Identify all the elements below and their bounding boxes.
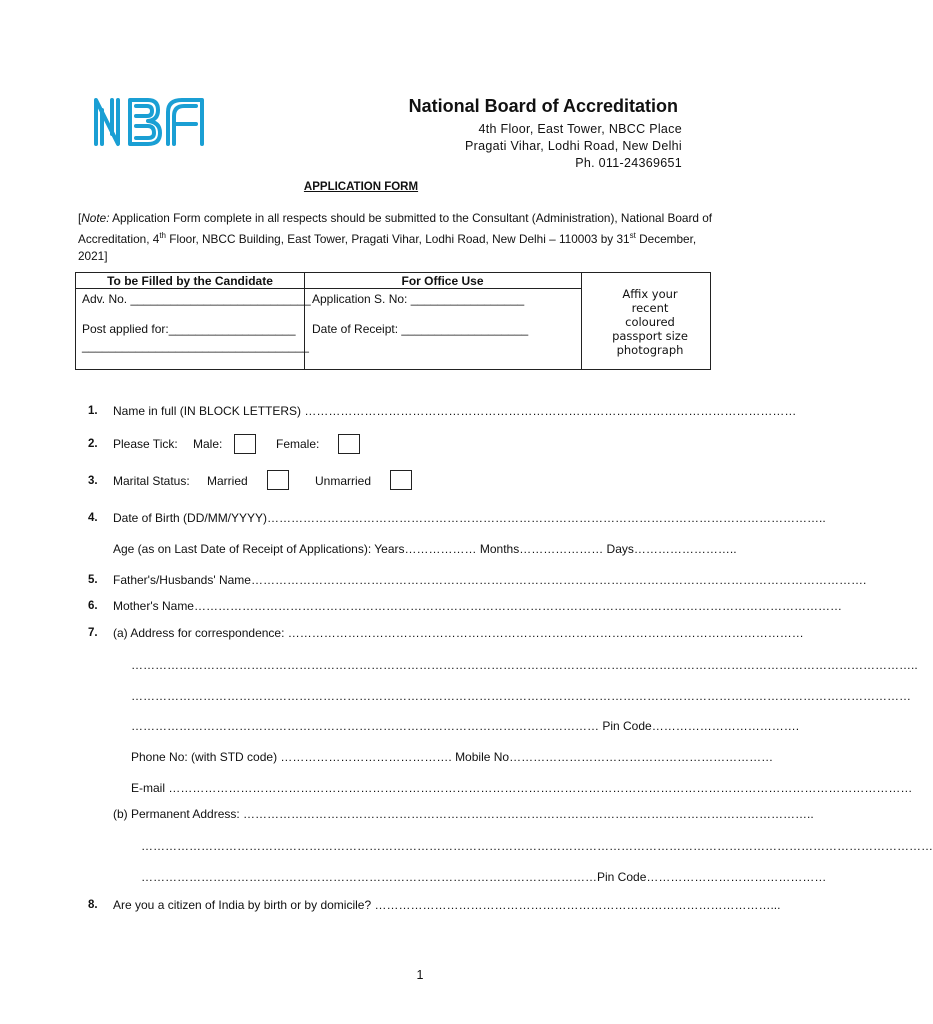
dob-field[interactable]: Date of Birth (DD/MM/YYYY)………………………………………………………………………………………………………………………….. — [113, 511, 826, 525]
office-header: For Office Use — [401, 274, 484, 288]
photo-text-line: coloured — [625, 315, 675, 329]
item-number-4: 4. — [88, 512, 98, 524]
permanent-address-line-1[interactable]: ……………………………………………………………………………………………………………………………………………………………………………… — [141, 839, 933, 853]
female-checkbox[interactable] — [338, 434, 360, 454]
photo-text-line: Affix your — [622, 287, 678, 301]
note-sup-1: th — [159, 231, 166, 240]
note-text-2: Floor, NBCC Building, East Tower, Pragati Vihar, Lodhi Road, New Delhi – 110003 by 31 — [165, 231, 630, 246]
mother-name-field[interactable]: Mother's Name……………………………………………………………………………………………………………………………………………… — [113, 599, 842, 613]
table-divider-2 — [581, 273, 582, 369]
female-label: Female: — [276, 437, 320, 451]
item-number-5: 5. — [88, 574, 98, 586]
age-field[interactable]: Age (as on Last Date of Receipt of Applications): Years……………… Months………………… Days…………………….. — [113, 542, 737, 556]
note-text-3: December, 2021] — [78, 231, 697, 263]
note-label: Note: — [81, 211, 110, 225]
submission-note — [78, 210, 714, 265]
father-name-field[interactable]: Father's/Husbands' Name………………………………………………………………………………………………………………………………………. — [113, 573, 867, 587]
permanent-address-field[interactable]: (b) Permanent Address: …………………………………………………………………………………………………………………………….. — [113, 807, 814, 821]
note-text-1: Application Form complete in all respects should be submitted to the Consultant (Administration), National Board of Accreditation, 4 — [78, 211, 713, 246]
table-header-line — [76, 288, 581, 289]
unmarried-checkbox[interactable] — [390, 470, 412, 490]
citizenship-field[interactable]: Are you a citizen of India by birth or by domicile? ………………………………………………………………………………………... — [113, 898, 781, 912]
marital-status-label: Marital Status: — [113, 474, 190, 488]
photo-placeholder[interactable] — [596, 287, 704, 357]
permanent-pin-code-field[interactable]: ……………………………………………………………………………………………………Pin Code……………………………………… — [141, 870, 827, 884]
note-bracket: [ — [78, 211, 82, 225]
item-number-7: 7. — [88, 627, 98, 639]
item-number-3: 3. — [88, 475, 98, 487]
post-applied-field[interactable]: Post applied for:___________________ — [82, 322, 296, 336]
photo-text-line: recent — [631, 301, 669, 315]
item-number-1: 1. — [88, 405, 98, 417]
date-receipt-field[interactable]: Date of Receipt: ___________________ — [312, 322, 529, 336]
phone-mobile-field[interactable]: Phone No: (with STD code) ……………………………………. Mobile No………………………………………………………… — [131, 750, 774, 764]
item-number-2: 2. — [88, 438, 98, 450]
adv-no-field[interactable]: Adv. No. ___________________________ — [82, 292, 311, 306]
page-number: 1 — [416, 968, 424, 982]
unmarried-label: Unmarried — [315, 474, 372, 488]
post-applied-field-line2[interactable]: __________________________________ — [82, 339, 309, 353]
candidate-header: To be Filled by the Candidate — [107, 274, 273, 288]
item-number-8: 8. — [88, 899, 98, 911]
address-phone: Ph. 011-24369651 — [575, 156, 682, 170]
photo-text-line: passport size — [612, 329, 688, 343]
address-line-1: 4th Floor, East Tower, NBCC Place — [478, 122, 682, 136]
name-full-field[interactable]: Name in full (IN BLOCK LETTERS) …………………………………………………………………………………………………………… — [113, 404, 797, 418]
address-line-2: Pragati Vihar, Lodhi Road, New Delhi — [465, 139, 682, 153]
male-checkbox[interactable] — [234, 434, 256, 454]
male-label: Male: — [193, 437, 223, 451]
application-sno-field[interactable]: Application S. No: _________________ — [312, 292, 525, 306]
correspondence-address-line-2[interactable]: …………………………………………………………………………………………………………………………………………………………………………… — [131, 689, 911, 703]
married-checkbox[interactable] — [267, 470, 289, 490]
note-sup-2: st — [629, 231, 636, 240]
gender-label: Please Tick: — [113, 437, 178, 451]
correspondence-address-field[interactable]: (a) Address for correspondence: ………………………………………………………………………………………………………………… — [113, 626, 804, 640]
org-name: National Board of Accreditation — [408, 96, 678, 116]
married-label: Married — [207, 474, 248, 488]
email-field[interactable]: E-mail …………………………………………………………………………………………………………………………………………………………………… — [131, 781, 913, 795]
correspondence-address-line-1[interactable]: …………………………………………………………………………………………………………………………………………………………………………….. — [131, 658, 918, 672]
nba-logo — [90, 94, 210, 150]
candidate-office-table — [75, 272, 711, 370]
photo-text-line: photograph — [616, 343, 684, 357]
correspondence-pin-code-field[interactable]: ……………………………………………………………………………………………………… Pin Code………………………………. — [131, 719, 800, 733]
form-title: APPLICATION FORM — [303, 181, 419, 193]
item-number-6: 6. — [88, 600, 98, 612]
